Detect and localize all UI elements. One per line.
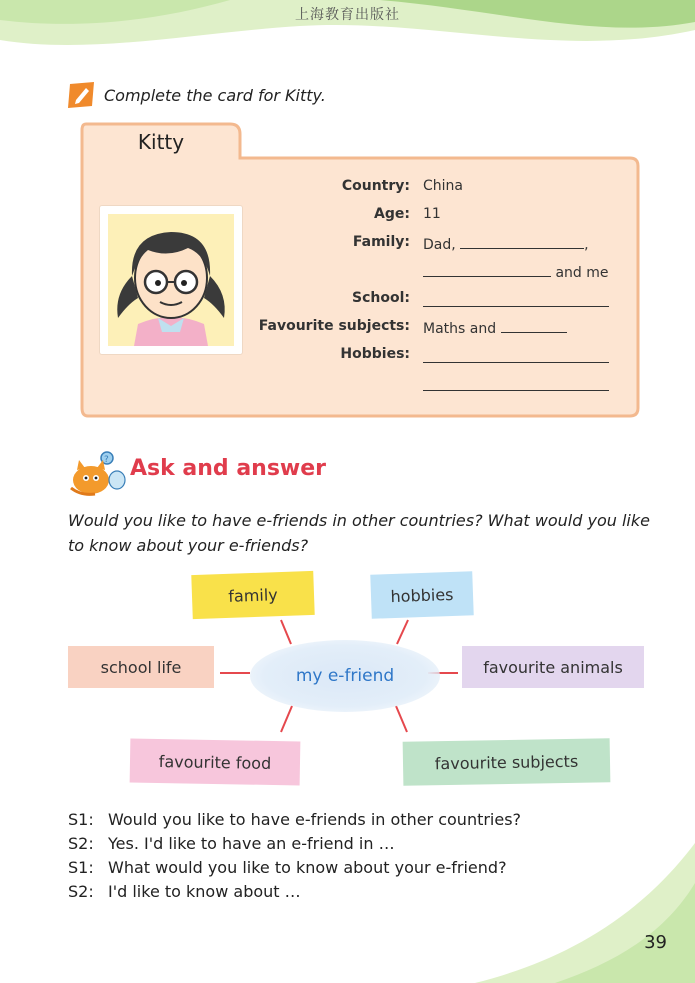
age-value: 11 [423, 206, 441, 222]
speaker-label: S2: [68, 834, 94, 853]
dialogue-text: Would you like to have e-friends in other countries? [108, 810, 522, 829]
subjects-value-text: Maths and [423, 321, 497, 337]
speaker-label: S1: [68, 858, 94, 877]
speaker-label: S1: [68, 810, 94, 829]
family-blank-2[interactable] [423, 262, 551, 277]
kitty-card [80, 120, 640, 418]
instruction-text: Complete the card for Kitty. [104, 85, 326, 105]
country-label: Country: [341, 178, 410, 194]
age-label: Age: [374, 206, 410, 222]
tag-hobbies: hobbies [370, 571, 473, 619]
tag-favourite-subjects: favourite subjects [403, 738, 611, 786]
family-value-line2 [423, 262, 609, 281]
tag-school-life: school life [68, 646, 214, 688]
tag-favourite-food: favourite food [130, 739, 301, 786]
speaker-label: S2: [68, 882, 94, 901]
kitty-portrait-icon [108, 214, 234, 346]
kitty-photo [100, 206, 242, 354]
dialogue-text: Yes. I'd like to have an e-friend in … [108, 834, 395, 853]
footer-decoration [435, 843, 695, 983]
family-value-line1 [423, 234, 589, 253]
mindmap [0, 560, 695, 800]
family-value-start: Dad, [423, 237, 456, 253]
instruction-row [68, 80, 326, 110]
subjects-value [423, 318, 567, 337]
pencil-icon [68, 82, 96, 108]
hobbies-label: Hobbies: [340, 346, 410, 362]
family-value-comma: , [584, 237, 589, 253]
page-number: 39 [644, 932, 667, 953]
hobbies-blank-1[interactable] [423, 362, 609, 363]
publisher-name: 上海教育出版社 [295, 7, 400, 23]
question-text: Would you like to have e-friends in other countries? What would you like to know about your e-friends? [68, 511, 650, 555]
country-value: China [423, 178, 463, 194]
dialogue-line [68, 808, 521, 832]
subjects-label: Favourite subjects: [258, 318, 410, 334]
section-title: Ask and answer [130, 456, 327, 481]
family-label: Family: [352, 234, 410, 250]
cat-mascot-icon [67, 450, 127, 498]
center-my-e-friend: my e-friend [250, 640, 440, 712]
tag-favourite-animals: favourite animals [462, 646, 644, 688]
card-name: Kitty [137, 130, 185, 154]
family-value-end: and me [555, 265, 609, 281]
tag-family: family [191, 571, 314, 619]
family-blank-1[interactable] [460, 234, 584, 249]
subjects-blank[interactable] [501, 318, 567, 333]
svg-text:?: ? [104, 455, 109, 465]
dialogue-text: I'd like to know about … [108, 882, 301, 901]
hobbies-blank-2[interactable] [423, 390, 609, 391]
school-label: School: [352, 290, 410, 306]
dialogue-text: What would you like to know about your e-friend? [108, 858, 507, 877]
school-blank[interactable] [423, 306, 609, 307]
